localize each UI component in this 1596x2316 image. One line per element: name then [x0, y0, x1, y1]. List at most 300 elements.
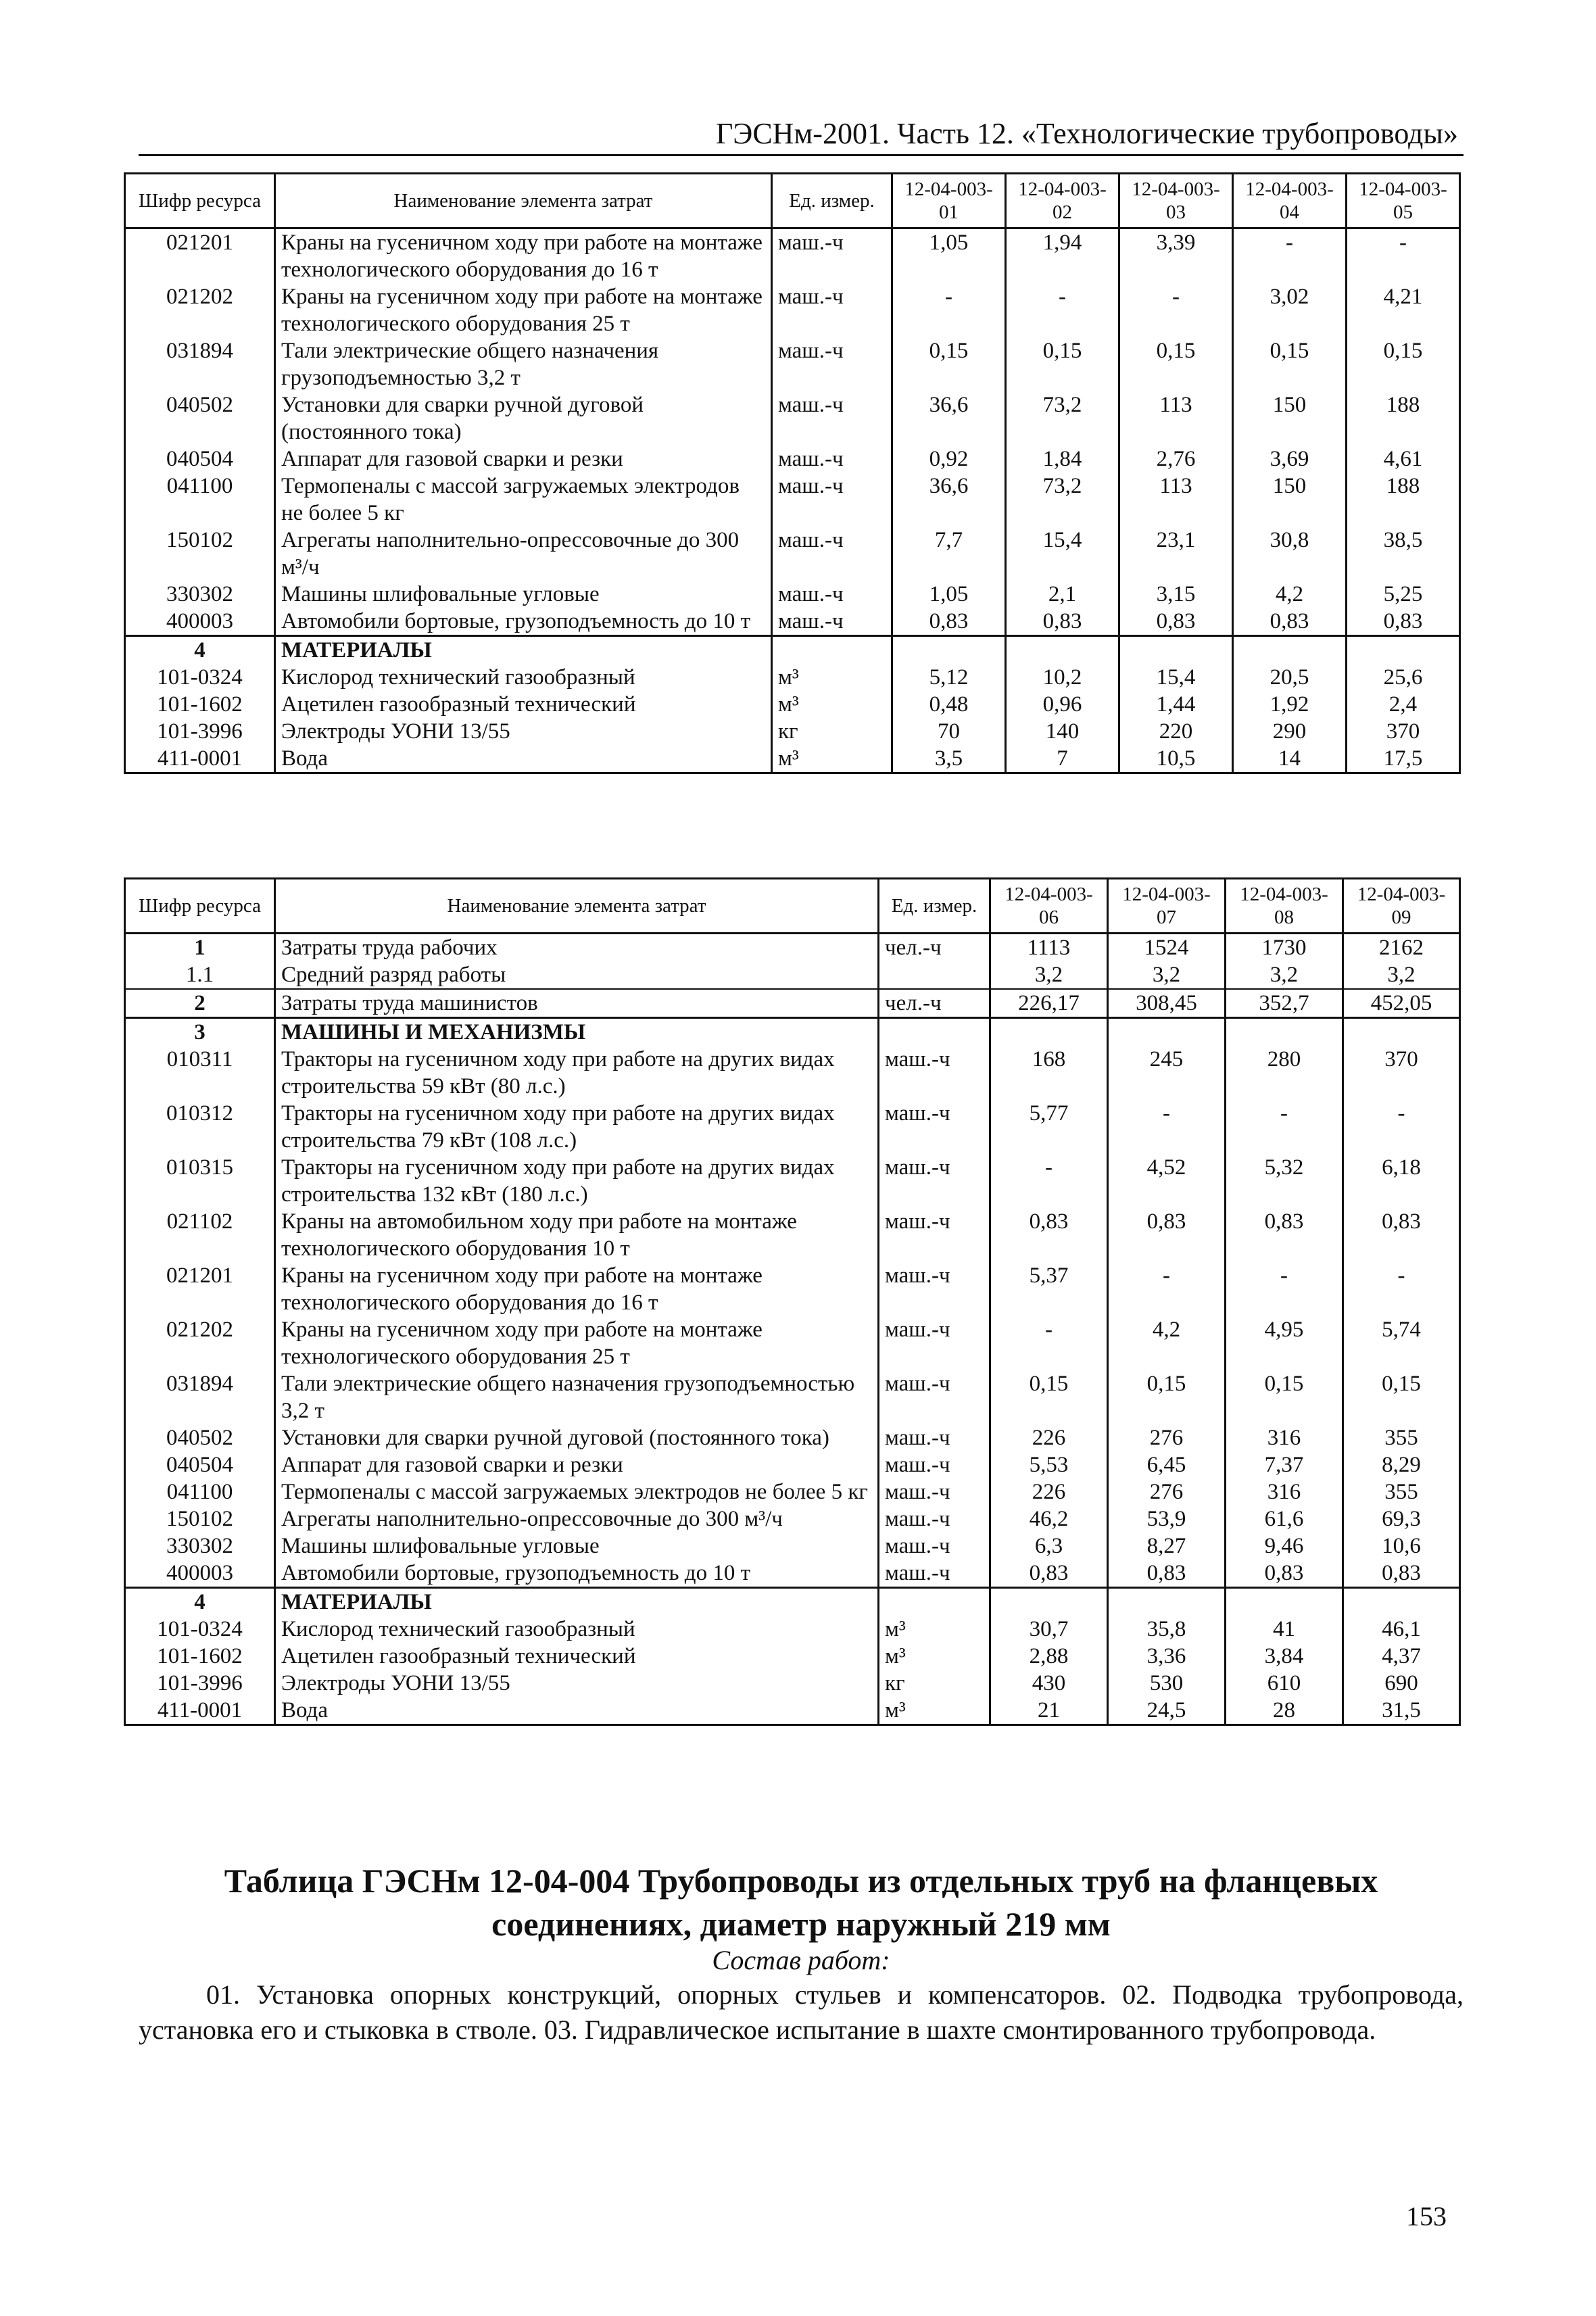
resource-code: 021102	[125, 1208, 275, 1262]
value-cell: 0,83	[990, 1560, 1108, 1588]
value-cell: 5,37	[990, 1262, 1108, 1316]
resource-code: 1	[125, 934, 275, 962]
value-cell: 280	[1226, 1046, 1343, 1100]
unit-cell: маш.-ч	[772, 608, 892, 636]
resource-name: Тракторы на гусеничном ходу при работе на других видах строительства 79 кВт (108 л.с.)	[275, 1100, 879, 1154]
value-cell: 4,2	[1108, 1316, 1226, 1370]
value-cell: 5,12	[892, 664, 1006, 691]
resource-name: Агрегаты наполнительно-опрессовочные до 300 м³/ч	[275, 1505, 879, 1533]
value-cell: 7,37	[1226, 1451, 1343, 1478]
table-row	[125, 1616, 1460, 1643]
table-row	[125, 1643, 1460, 1670]
header-col: 12-04-003-01	[892, 174, 1006, 228]
resource-code: 021201	[125, 228, 275, 284]
unit-cell: маш.-ч	[879, 1451, 990, 1478]
resource-code: 040502	[125, 1424, 275, 1451]
value-cell: 188	[1347, 473, 1460, 527]
value-cell: -	[892, 283, 1006, 337]
unit-cell: маш.-ч	[879, 1560, 990, 1588]
value-cell	[1347, 636, 1460, 665]
value-cell: -	[990, 1154, 1108, 1208]
unit-cell: маш.-ч	[879, 1424, 990, 1451]
value-cell: 1,05	[892, 228, 1006, 284]
value-cell: 1730	[1226, 934, 1343, 962]
unit-cell: маш.-ч	[879, 1478, 990, 1505]
value-cell: 370	[1343, 1046, 1460, 1100]
value-cell: 0,15	[1347, 337, 1460, 391]
value-cell: 0,83	[1119, 608, 1233, 636]
unit-cell	[879, 961, 990, 989]
value-cell: 0,83	[1006, 608, 1119, 636]
unit-cell: маш.-ч	[772, 228, 892, 284]
work-composition-text: 01. Установка опорных конструкций, опорных стульев и компенсаторов. 02. Подводка трубопровода, установка его и стыковка в стволе. 03. Гидравлическое испытание в шахте смонтированного трубопровода.	[139, 1979, 1464, 2045]
value-cell	[1226, 1018, 1343, 1046]
value-cell: 17,5	[1347, 745, 1460, 773]
value-cell: -	[990, 1316, 1108, 1370]
value-cell: 3,5	[892, 745, 1006, 773]
resource-name: Автомобили бортовые, грузоподъемность до 10 т	[275, 1560, 879, 1588]
value-cell: 370	[1347, 718, 1460, 745]
value-cell: 113	[1119, 391, 1233, 445]
value-cell: 226	[990, 1478, 1108, 1505]
value-cell: 276	[1108, 1478, 1226, 1505]
table-row	[125, 1316, 1460, 1370]
table-row	[125, 1670, 1460, 1697]
value-cell: -	[1347, 228, 1460, 284]
resource-code: 021202	[125, 283, 275, 337]
resource-name: Термопеналы с массой загружаемых электродов не более 5 кг	[275, 473, 772, 527]
header-unit: Ед. измер.	[772, 174, 892, 228]
unit-cell: маш.-ч	[879, 1046, 990, 1100]
value-cell: 0,96	[1006, 691, 1119, 718]
value-cell	[1119, 636, 1233, 665]
value-cell: 3,2	[1226, 961, 1343, 989]
value-cell: 4,61	[1347, 445, 1460, 473]
value-cell: 3,02	[1233, 283, 1347, 337]
resource-name: Машины шлифовальные угловые	[275, 581, 772, 608]
table-row	[125, 608, 1460, 636]
resource-name: Вода	[275, 1697, 879, 1725]
value-cell: 0,15	[1119, 337, 1233, 391]
value-cell: 41	[1226, 1616, 1343, 1643]
header-code: Шифр ресурса	[125, 174, 275, 228]
page-number: 153	[1406, 2201, 1447, 2231]
value-cell: 355	[1343, 1478, 1460, 1505]
resource-code: 101-0324	[125, 664, 275, 691]
resource-code: 031894	[125, 337, 275, 391]
resource-name: Средний разряд работы	[275, 961, 879, 989]
value-cell: 0,83	[1233, 608, 1347, 636]
value-cell	[1233, 636, 1347, 665]
value-cell: 69,3	[1343, 1505, 1460, 1533]
value-cell: 1,84	[1006, 445, 1119, 473]
value-cell: 8,27	[1108, 1533, 1226, 1560]
resource-code: 010312	[125, 1100, 275, 1154]
value-cell: 1,92	[1233, 691, 1347, 718]
resource-code: 150102	[125, 1505, 275, 1533]
table-row	[125, 1697, 1460, 1725]
value-cell	[990, 1588, 1108, 1616]
value-cell: 430	[990, 1670, 1108, 1697]
value-cell: 0,48	[892, 691, 1006, 718]
unit-cell: чел.-ч	[879, 989, 990, 1018]
value-cell: 290	[1233, 718, 1347, 745]
value-cell: 24,5	[1108, 1697, 1226, 1725]
value-cell: 2,4	[1347, 691, 1460, 718]
value-cell: 3,36	[1108, 1643, 1226, 1670]
table-row	[125, 989, 1460, 1018]
value-cell: 5,25	[1347, 581, 1460, 608]
resource-code: 400003	[125, 608, 275, 636]
table-row	[125, 961, 1460, 989]
value-cell: 3,2	[1343, 961, 1460, 989]
unit-cell: м³	[772, 664, 892, 691]
unit-cell: маш.-ч	[772, 527, 892, 581]
value-cell: 4,37	[1343, 1643, 1460, 1670]
resource-name: Кислород технический газообразный	[275, 664, 772, 691]
table-row	[125, 1262, 1460, 1316]
resource-code: 330302	[125, 1533, 275, 1560]
table-row	[125, 1478, 1460, 1505]
value-cell	[1343, 1018, 1460, 1046]
value-cell: 61,6	[1226, 1505, 1343, 1533]
resource-name: Электроды УОНИ 13/55	[275, 1670, 879, 1697]
unit-cell: маш.-ч	[772, 473, 892, 527]
value-cell: 0,15	[1006, 337, 1119, 391]
running-header	[139, 114, 1464, 156]
table-2-header-row	[125, 879, 1460, 934]
value-cell: 5,53	[990, 1451, 1108, 1478]
value-cell: 0,15	[1226, 1370, 1343, 1424]
value-cell	[1343, 1588, 1460, 1616]
resource-name: Тали электрические общего назначения грузоподъемностью 3,2 т	[275, 337, 772, 391]
resource-code: 101-3996	[125, 1670, 275, 1697]
table-row	[125, 283, 1460, 337]
value-cell: 2,88	[990, 1643, 1108, 1670]
value-cell: 8,29	[1343, 1451, 1460, 1478]
resource-code: 411-0001	[125, 1697, 275, 1725]
resource-name: Краны на гусеничном ходу при работе на монтаже технологического оборудования 25 т	[275, 283, 772, 337]
table-row	[125, 1451, 1460, 1478]
value-cell	[1108, 1018, 1226, 1046]
resource-name: Тракторы на гусеничном ходу при работе на других видах строительства 59 кВт (80 л.с.)	[275, 1046, 879, 1100]
value-cell: 3,2	[990, 961, 1108, 989]
resource-name: Затраты труда машинистов	[275, 989, 879, 1018]
value-cell: 452,05	[1343, 989, 1460, 1018]
resource-name: Вода	[275, 745, 772, 773]
value-cell: 25,6	[1347, 664, 1460, 691]
value-cell	[990, 1018, 1108, 1046]
value-cell: 690	[1343, 1670, 1460, 1697]
value-cell: 36,6	[892, 391, 1006, 445]
value-cell: 0,83	[1108, 1208, 1226, 1262]
value-cell: 226	[990, 1424, 1108, 1451]
unit-cell	[879, 1018, 990, 1046]
unit-cell: маш.-ч	[879, 1505, 990, 1533]
table-row	[125, 1560, 1460, 1588]
header-col: 12-04-003-07	[1108, 879, 1226, 934]
value-cell: 70	[892, 718, 1006, 745]
value-cell: 0,15	[990, 1370, 1108, 1424]
value-cell: -	[1108, 1100, 1226, 1154]
value-cell: 1,94	[1006, 228, 1119, 284]
table-row	[125, 745, 1460, 773]
table-row	[125, 1154, 1460, 1208]
value-cell: 4,52	[1108, 1154, 1226, 1208]
header-name: Наименование элемента затрат	[275, 879, 879, 934]
table-row	[125, 1100, 1460, 1154]
unit-cell: маш.-ч	[772, 283, 892, 337]
value-cell: 0,15	[1233, 337, 1347, 391]
value-cell: 352,7	[1226, 989, 1343, 1018]
resource-code: 040504	[125, 1451, 275, 1478]
resource-code: 031894	[125, 1370, 275, 1424]
table-row	[125, 1505, 1460, 1533]
resource-name: Кислород технический газообразный	[275, 1616, 879, 1643]
resource-code: 101-3996	[125, 718, 275, 745]
unit-cell: кг	[879, 1670, 990, 1697]
value-cell: 0,83	[1347, 608, 1460, 636]
value-cell: 14	[1233, 745, 1347, 773]
header-col: 12-04-003-03	[1119, 174, 1233, 228]
value-cell: 140	[1006, 718, 1119, 745]
value-cell: 20,5	[1233, 664, 1347, 691]
value-cell: 0,15	[1343, 1370, 1460, 1424]
resource-name: Установки для сварки ручной дуговой (постоянного тока)	[275, 1424, 879, 1451]
value-cell: 0,92	[892, 445, 1006, 473]
resource-code: 101-0324	[125, 1616, 275, 1643]
value-cell: 10,2	[1006, 664, 1119, 691]
value-cell: 150	[1233, 391, 1347, 445]
unit-cell: маш.-ч	[772, 445, 892, 473]
value-cell: 10,6	[1343, 1533, 1460, 1560]
value-cell: 5,32	[1226, 1154, 1343, 1208]
unit-cell: маш.-ч	[879, 1262, 990, 1316]
resource-code: 041100	[125, 1478, 275, 1505]
value-cell: 3,69	[1233, 445, 1347, 473]
table-title: Таблица ГЭСНм 12-04-004 Трубопроводы из отдельных труб на фланцевых соединениях, диаметр наружный 219 мм	[224, 1862, 1378, 1943]
value-cell: 0,83	[1108, 1560, 1226, 1588]
unit-cell: м³	[772, 745, 892, 773]
value-cell: 35,8	[1108, 1616, 1226, 1643]
value-cell: 21	[990, 1697, 1108, 1725]
value-cell: -	[1343, 1262, 1460, 1316]
resource-name: Установки для сварки ручной дуговой (постоянного тока)	[275, 391, 772, 445]
resource-name: Ацетилен газообразный технический	[275, 691, 772, 718]
table-row	[125, 1533, 1460, 1560]
value-cell: -	[1226, 1100, 1343, 1154]
header-col: 12-04-003-02	[1006, 174, 1119, 228]
resource-name: Термопеналы с массой загружаемых электродов не более 5 кг	[275, 1478, 879, 1505]
value-cell: -	[1343, 1100, 1460, 1154]
header-name: Наименование элемента затрат	[275, 174, 772, 228]
table-row	[125, 1018, 1460, 1046]
value-cell: 0,15	[892, 337, 1006, 391]
value-cell: 1,05	[892, 581, 1006, 608]
unit-cell: маш.-ч	[879, 1100, 990, 1154]
table-row	[125, 445, 1460, 473]
resource-code: 1.1	[125, 961, 275, 989]
value-cell: 188	[1347, 391, 1460, 445]
resource-name: Электроды УОНИ 13/55	[275, 718, 772, 745]
table-row	[125, 636, 1460, 665]
resource-name: Аппарат для газовой сварки и резки	[275, 445, 772, 473]
resource-code: 330302	[125, 581, 275, 608]
header-text: ГЭСНм-2001. Часть 12. «Технологические трубопроводы»	[715, 117, 1458, 150]
value-cell: 15,4	[1119, 664, 1233, 691]
table-row	[125, 228, 1460, 284]
resource-code: 101-1602	[125, 691, 275, 718]
unit-cell: маш.-ч	[879, 1370, 990, 1424]
resource-name: Краны на гусеничном ходу при работе на монтаже технологического оборудования 25 т	[275, 1316, 879, 1370]
value-cell: 5,74	[1343, 1316, 1460, 1370]
resource-code: 040502	[125, 391, 275, 445]
resource-name: Тали электрические общего назначения грузоподъемностью 3,2 т	[275, 1370, 879, 1424]
value-cell: 30,8	[1233, 527, 1347, 581]
header-col: 12-04-003-06	[990, 879, 1108, 934]
table-row	[125, 718, 1460, 745]
value-cell: 1113	[990, 934, 1108, 962]
value-cell: 0,83	[1226, 1560, 1343, 1588]
work-composition-label: Состав работ:	[712, 1945, 890, 1975]
value-cell: 308,45	[1108, 989, 1226, 1018]
value-cell: 73,2	[1006, 473, 1119, 527]
value-cell: 4,21	[1347, 283, 1460, 337]
resource-name: Автомобили бортовые, грузоподъемность до 10 т	[275, 608, 772, 636]
unit-cell: маш.-ч	[772, 337, 892, 391]
value-cell: 15,4	[1006, 527, 1119, 581]
resource-code: 041100	[125, 473, 275, 527]
value-cell: 23,1	[1119, 527, 1233, 581]
unit-cell: маш.-ч	[879, 1154, 990, 1208]
table-row	[125, 1370, 1460, 1424]
table-1-header-row	[125, 174, 1460, 228]
table-row	[125, 527, 1460, 581]
table-row	[125, 1208, 1460, 1262]
value-cell: 2162	[1343, 934, 1460, 962]
value-cell	[1006, 636, 1119, 665]
value-cell: 0,83	[1343, 1208, 1460, 1262]
value-cell: 6,3	[990, 1533, 1108, 1560]
header-code: Шифр ресурса	[125, 879, 275, 934]
value-cell: 113	[1119, 473, 1233, 527]
table-row	[125, 473, 1460, 527]
value-cell: 226,17	[990, 989, 1108, 1018]
header-col: 12-04-003-04	[1233, 174, 1347, 228]
value-cell: 355	[1343, 1424, 1460, 1451]
resource-code: 400003	[125, 1560, 275, 1588]
table-row	[125, 1046, 1460, 1100]
resource-name: МАТЕРИАЛЫ	[275, 636, 772, 665]
unit-cell: маш.-ч	[879, 1316, 990, 1370]
unit-cell: кг	[772, 718, 892, 745]
resource-table-1	[124, 172, 1461, 774]
unit-cell: чел.-ч	[879, 934, 990, 962]
resource-code: 010311	[125, 1046, 275, 1100]
value-cell: 4,95	[1226, 1316, 1343, 1370]
value-cell: 2,76	[1119, 445, 1233, 473]
value-cell: 28	[1226, 1697, 1343, 1725]
table-row	[125, 337, 1460, 391]
resource-code: 021201	[125, 1262, 275, 1316]
resource-code: 101-1602	[125, 1643, 275, 1670]
value-cell: 276	[1108, 1424, 1226, 1451]
resource-name: Машины шлифовальные угловые	[275, 1533, 879, 1560]
resource-name: Ацетилен газообразный технический	[275, 1643, 879, 1670]
value-cell: 3,15	[1119, 581, 1233, 608]
table-row	[125, 391, 1460, 445]
value-cell: 46,1	[1343, 1616, 1460, 1643]
value-cell: 53,9	[1108, 1505, 1226, 1533]
value-cell: 1524	[1108, 934, 1226, 962]
resource-code: 021202	[125, 1316, 275, 1370]
value-cell: 168	[990, 1046, 1108, 1100]
value-cell: 5,77	[990, 1100, 1108, 1154]
table-row	[125, 1588, 1460, 1616]
value-cell: -	[1233, 228, 1347, 284]
value-cell: 6,18	[1343, 1154, 1460, 1208]
table-row	[125, 934, 1460, 962]
unit-cell: м³	[879, 1697, 990, 1725]
table-row	[125, 1424, 1460, 1451]
value-cell: 38,5	[1347, 527, 1460, 581]
unit-cell: м³	[879, 1643, 990, 1670]
value-cell: 530	[1108, 1670, 1226, 1697]
resource-name: Аппарат для газовой сварки и резки	[275, 1451, 879, 1478]
resource-code: 010315	[125, 1154, 275, 1208]
resource-name: МАТЕРИАЛЫ	[275, 1588, 879, 1616]
value-cell: 610	[1226, 1670, 1343, 1697]
header-col: 12-04-003-09	[1343, 879, 1460, 934]
value-cell: 36,6	[892, 473, 1006, 527]
unit-cell: маш.-ч	[772, 391, 892, 445]
unit-cell	[772, 636, 892, 665]
value-cell: 316	[1226, 1424, 1343, 1451]
resource-name: Агрегаты наполнительно-опрессовочные до 300 м³/ч	[275, 527, 772, 581]
value-cell: 2,1	[1006, 581, 1119, 608]
value-cell: -	[1108, 1262, 1226, 1316]
value-cell: 7	[1006, 745, 1119, 773]
resource-code: 150102	[125, 527, 275, 581]
value-cell: 220	[1119, 718, 1233, 745]
value-cell: 150	[1233, 473, 1347, 527]
value-cell: 1,44	[1119, 691, 1233, 718]
resource-name: Тракторы на гусеничном ходу при работе на других видах строительства 132 кВт (180 л.с.)	[275, 1154, 879, 1208]
header-col: 12-04-003-08	[1226, 879, 1343, 934]
resource-code: 4	[125, 636, 275, 665]
table-row	[125, 664, 1460, 691]
header-col: 12-04-003-05	[1347, 174, 1460, 228]
value-cell: 46,2	[990, 1505, 1108, 1533]
resource-code: 2	[125, 989, 275, 1018]
value-cell: 3,84	[1226, 1643, 1343, 1670]
resource-name: Краны на гусеничном ходу при работе на монтаже технологического оборудования до 16 т	[275, 228, 772, 284]
value-cell: 3,39	[1119, 228, 1233, 284]
value-cell: 245	[1108, 1046, 1226, 1100]
unit-cell: м³	[772, 691, 892, 718]
unit-cell: маш.-ч	[879, 1533, 990, 1560]
resource-name: Затраты труда рабочих	[275, 934, 879, 962]
resource-name: Краны на гусеничном ходу при работе на монтаже технологического оборудования до 16 т	[275, 1262, 879, 1316]
resource-code: 4	[125, 1588, 275, 1616]
value-cell: 30,7	[990, 1616, 1108, 1643]
table-row	[125, 581, 1460, 608]
resource-name: МАШИНЫ И МЕХАНИЗМЫ	[275, 1018, 879, 1046]
value-cell: 3,2	[1108, 961, 1226, 989]
resource-code: 040504	[125, 445, 275, 473]
unit-cell: м³	[879, 1616, 990, 1643]
value-cell: 0,83	[892, 608, 1006, 636]
